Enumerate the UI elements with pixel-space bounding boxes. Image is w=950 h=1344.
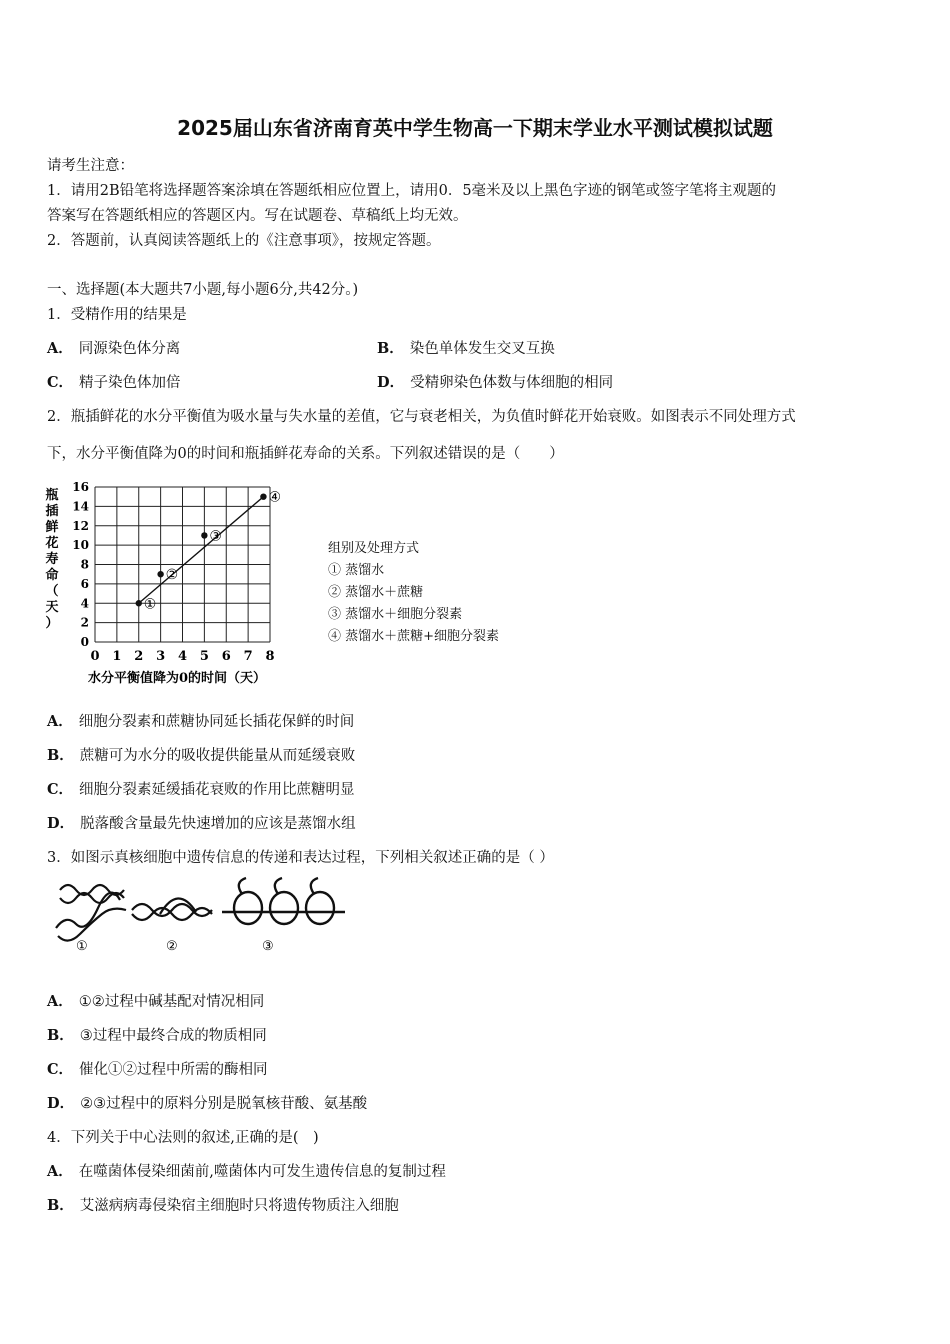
option-text: ②③过程中的原料分别是脱氧核苷酸、氨基酸 (80, 1096, 368, 1112)
option-letter: C． (47, 781, 74, 798)
lifespan-chart (40, 477, 340, 687)
y-axis-label-char: 花 (45, 536, 59, 551)
option-letter: C． (47, 1061, 74, 1078)
page-title: 2025届山东省济南育英中学生物高一下期末学业水平测试模拟试题 (177, 116, 773, 140)
q3-option-b (47, 1024, 267, 1045)
legend-item-2: ② 蒸馏水＋蔗糖 (328, 585, 424, 600)
y-tick-label: 0 (80, 635, 89, 649)
chart-legend (328, 538, 499, 648)
replication-icon (56, 885, 126, 941)
option-text: 催化①②过程中所需的酶相同 (79, 1062, 268, 1078)
figure-label-1: ① (76, 939, 88, 954)
x-tick-label: 5 (199, 649, 209, 664)
x-tick-label: 3 (156, 649, 166, 664)
q3-option-a (47, 990, 264, 1011)
x-tick-label: 0 (90, 649, 100, 664)
q3-option-d (47, 1092, 367, 1113)
data-point-2 (157, 571, 163, 577)
transcription-icon (132, 898, 212, 920)
option-letter: B． (47, 1197, 74, 1214)
data-point-4 (260, 493, 266, 499)
option-letter: D． (47, 1095, 75, 1112)
data-point-label-2: ② (165, 567, 179, 584)
figure-label-2: ② (166, 939, 178, 954)
y-axis-label-char: 寿 (45, 552, 59, 567)
y-axis-label-char: 插 (45, 504, 59, 519)
notice-item-1a: 1．请用2B铅笔将选择题答案涂填在答题纸相应位置上，请用0．5毫米及以上黑色字迹的钢笔或签字笔将主观题的 (47, 183, 777, 199)
q2-stem-b: 下，水分平衡值降为0的时间和瓶插鲜花寿命的关系。下列叙述错误的是（ ） (47, 446, 564, 462)
q4-option-a (47, 1160, 446, 1181)
q1-option-b (377, 337, 555, 358)
q1-option-c (47, 371, 181, 392)
legend-item-3: ③ 蒸馏水＋细胞分裂素 (328, 607, 463, 622)
x-tick-label: 6 (221, 649, 231, 664)
option-letter: A． (47, 993, 73, 1010)
y-tick-label: 16 (72, 480, 89, 494)
figure-label-3: ③ (262, 939, 274, 954)
x-axis-label: 水分平衡值降为0的时间（天） (88, 671, 267, 686)
gene-expression-figure (50, 870, 350, 960)
y-axis-label-char: ） (45, 616, 59, 631)
trend-line (139, 497, 264, 604)
q2-option-a (47, 710, 354, 731)
x-tick-label: 2 (134, 649, 144, 664)
data-point-label-3: ③ (209, 528, 222, 545)
option-text: 染色单体发生交叉互换 (409, 341, 555, 357)
option-letter: B． (377, 340, 404, 357)
notice-item-1b: 答案写在答题纸相应的答题区内。写在试题卷、草稿纸上均无效。 (47, 208, 468, 224)
notice-item-2: 2．答题前，认真阅读答题纸上的《注意事项》，按规定答题。 (47, 233, 441, 249)
option-text: 受精卵染色体数与体细胞的相同 (410, 375, 614, 391)
notice-heading: 请考生注意： (47, 158, 134, 174)
q4-option-b (47, 1194, 399, 1215)
q1-stem: 1．受精作用的结果是 (47, 307, 187, 323)
option-letter: D． (377, 374, 405, 391)
x-tick-label: 4 (177, 649, 188, 664)
x-tick-label: 1 (112, 649, 122, 664)
y-axis-label-char: 命 (45, 568, 59, 583)
q1-option-d (377, 371, 613, 392)
option-letter: A． (47, 1163, 73, 1180)
x-tick-label: 7 (243, 649, 253, 664)
x-tick-label: 8 (265, 649, 275, 664)
option-text: 精子染色体加倍 (79, 375, 181, 391)
y-axis-label-char: 瓶 (45, 488, 59, 503)
option-letter: A． (47, 340, 73, 357)
option-text: 细胞分裂素和蔗糖协同延长插花保鲜的时间 (78, 714, 355, 730)
y-axis-label-char: （ (45, 584, 59, 599)
section-heading: 一、选择题(本大题共7小题,每小题6分,共42分。) (47, 282, 359, 298)
q2-option-d (47, 812, 356, 833)
option-letter: B． (47, 747, 74, 764)
option-text: 在噬菌体侵染细菌前,噬菌体内可发生遗传信息的复制过程 (78, 1164, 446, 1180)
option-text: 细胞分裂素延缓插花衰败的作用比蔗糖明显 (79, 782, 355, 798)
q4-stem: 4．下列关于中心法则的叙述,正确的是( ) (47, 1130, 319, 1146)
option-letter: D． (47, 815, 75, 832)
option-letter: A． (47, 713, 73, 730)
q2-option-b (47, 744, 355, 765)
y-axis-label-char: 天 (45, 600, 59, 615)
option-text: ③过程中最终合成的物质相同 (79, 1028, 267, 1044)
data-point-label-1: ① (143, 596, 157, 613)
option-text: 艾滋病病毒侵染宿主细胞时只将遗传物质注入细胞 (79, 1198, 399, 1214)
legend-item-4: ④ 蒸馏水＋蔗糖+细胞分裂素 (328, 629, 500, 644)
y-tick-label: 12 (72, 518, 89, 533)
y-tick-label: 10 (72, 538, 89, 553)
y-tick-label: 8 (80, 557, 89, 572)
option-letter: B． (47, 1027, 74, 1044)
option-text: ①②过程中碱基配对情况相同 (78, 994, 265, 1010)
data-point-label-4: ④ (268, 489, 281, 506)
y-axis-label-char: 鲜 (45, 520, 59, 535)
y-tick-label: 6 (80, 576, 89, 591)
option-text: 同源染色体分离 (78, 341, 181, 357)
q2-option-c (47, 778, 355, 799)
data-point-3 (201, 532, 207, 538)
data-point-1 (136, 600, 142, 606)
q3-stem: 3．如图示真核细胞中遗传信息的传递和表达过程，下列相关叙述正确的是（ ） (47, 850, 554, 866)
y-tick-label: 4 (80, 596, 89, 611)
option-text: 脱落酸含量最先快速增加的应该是蒸馏水组 (80, 816, 356, 832)
q2-stem-a: 2．瓶插鲜花的水分平衡值为吸水量与失水量的差值，它与衰老相关，为负值时鲜花开始衰败。如图表示不同处理方式 (47, 409, 796, 425)
legend-item-1: ① 蒸馏水 (328, 563, 385, 578)
y-tick-label: 2 (80, 615, 89, 630)
option-text: 蔗糖可为水分的吸收提供能量从而延缓衰败 (79, 748, 356, 764)
q3-option-c (47, 1058, 268, 1079)
q1-option-a (47, 337, 180, 358)
legend-title: 组别及处理方式 (328, 541, 420, 556)
y-tick-label: 14 (72, 499, 89, 514)
translation-icon (222, 878, 345, 924)
option-letter: C． (47, 374, 74, 391)
